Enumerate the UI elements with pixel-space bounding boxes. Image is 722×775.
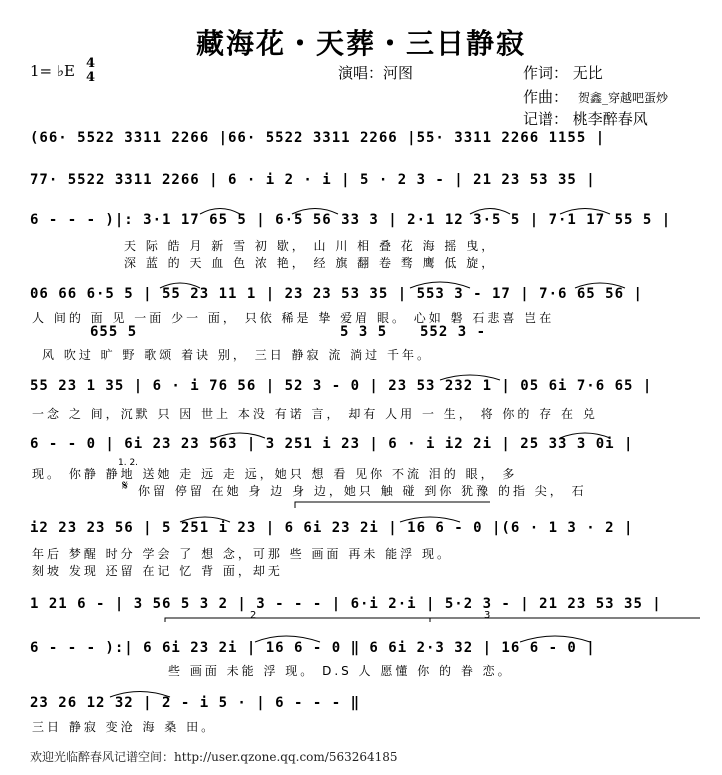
slur-mark (110, 692, 170, 698)
lyric-line-6b: 你留 停留 在她 身 边 身 边，她只 触 碰 到你 犹豫 的指 尖， 石 (138, 484, 587, 498)
slur-mark (400, 517, 460, 522)
score-line-2: 77· 5522 3311 2266 | 6 · i 2 · i | 5 · 2 3 - | 21 23 53 35 | (30, 172, 596, 188)
volta-bracket-2 (165, 618, 430, 622)
lyric-line-5a: 一念 之 间，沉默 只 因 世上 本没 有诺 言， 却有 人用 一 生， 将 你的 存 在 兑 (32, 407, 598, 421)
score-line-7: i2 23 23 56 | 5 251 i 23 | 6 6i 23 2i | 16 6 - 0 |(6 · 1 3 · 2 | (30, 520, 634, 536)
score-line-4: 06 66 6·5 5 | 55 23 11 1 | 23 23 53 35 | 553 3 - 17 | 7·6 65 56 | (30, 286, 643, 302)
volta-label-2: 2 (250, 610, 257, 621)
score-line-4-sub-2: 5 3 5 (340, 324, 388, 340)
lyric-line-10a: 三日 静寂 变沧 海 桑 田。 (32, 720, 217, 734)
slur-mark (255, 636, 320, 642)
slur-mark (440, 375, 500, 380)
score-line-10: 23 26 12 32 | 2 - i 5 · | 6 - - - ‖ (30, 695, 361, 711)
score-line-4-sub-1: 655 5 (90, 324, 138, 340)
lyric-line-7b: 刻坡 发现 还留 在记 忆 背 面，却无 (32, 564, 283, 578)
score-line-9: 6 - - - ):| 6 6i 23 2i | 16 6 - 0 ‖ 6 6i 2·3 32 | 16 6 - 0 | (30, 640, 596, 656)
composer-label: 作曲： (523, 88, 569, 106)
score-line-1: (66· 5522 3311 2266 |66· 5522 3311 2266 |55· 3311 2266 1155 | (30, 130, 606, 146)
volta-label-3: 3 (484, 610, 491, 621)
slur-mark (575, 283, 625, 288)
lyric-line-4b: 风 吹过 旷 野 歌颂 着诀 别， 三日 静寂 流 淌过 千年。 (42, 348, 432, 362)
singer-credit: 演唱：河图 (338, 64, 414, 82)
lyric-line-7a: 年后 梦醒 时分 学会 了 想 念，可那 些 画面 再未 能浮 现。 (32, 547, 452, 561)
lyric-line-3b: 深 蓝 的 天 血 色 浓 艳， 经 旗 翻 卷 骛 鹰 低 旋， (124, 256, 497, 270)
slur-mark (292, 209, 338, 215)
slur-mark (160, 283, 200, 288)
lyric-line-3a: 天 际 皓 月 新 雪 初 歇， 山 川 相 叠 花 海 摇 曳， (124, 239, 497, 253)
time-signature-top: 4 (86, 56, 96, 71)
slur-mark (520, 636, 590, 642)
volta-bracket-3 (430, 618, 700, 622)
lyric-line-9a: 些 画面 未能 浮 现。 D.S 人 愿懂 你 的 眷 恋。 (168, 664, 513, 678)
key-signature: 1= ♭E (30, 62, 75, 80)
score-line-4-sub-3: 552 3 - (420, 324, 487, 340)
score-title: 藏海花・天葬・三日静寂 (195, 27, 526, 60)
slur-mark (560, 209, 610, 215)
score-line-8: 1 21 6 - | 3 56 5 3 2 | 3 - - - | 6·i 2·i | 5·2 3 - | 21 23 53 35 | (30, 596, 662, 612)
lyric-line-6a: 现。 你静 静地 送她 走 远 走 远，她只 想 看 见你 不流 泪的 眼， 多 (32, 467, 518, 481)
slur-mark (215, 433, 265, 438)
score-line-3: 6 - - - )|: 3·1 17 65 5 | 6·5 56 33 3 | 2·1 12 3·5 5 | 7·1 17 55 5 | (30, 212, 672, 228)
lyricist-credit: 作词： 无比 (523, 64, 603, 82)
lyric-line-4a: 人 间的 面 见 一面 少一 面， 只依 稀是 挚 爱眉 眼。 心如 磐 石悲喜 岂在 (32, 311, 555, 325)
slur-mark (180, 517, 230, 522)
volta-marks-1-2: 1. 2. (118, 458, 139, 468)
volta-bracket-1 (295, 502, 490, 508)
slur-mark (200, 209, 240, 215)
segno-sign: 𝄋 (122, 478, 129, 494)
slur-mark (470, 209, 510, 215)
time-signature-bottom: 4 (86, 70, 96, 85)
composer-credit: 贺鑫_穿越吧蛋炒 (578, 91, 669, 105)
score-line-5: 55 23 1 35 | 6 · i 76 56 | 52 3 - 0 | 23 53 232 1 | 05 6i 7·6 65 | (30, 378, 653, 394)
score-line-6: 6 - - 0 | 6i 23 23 563 | 3 251 i 23 | 6 · i i2 2i | 25 33 3 0i | (30, 436, 634, 452)
transcriber-credit: 记谱： 桃李醉春风 (523, 110, 648, 128)
footer-credit: 欢迎光临醉春风记谱空间：http://user.qzone.qq.com/563264185 (30, 750, 398, 764)
slur-mark (560, 433, 610, 438)
slur-mark (410, 282, 470, 288)
